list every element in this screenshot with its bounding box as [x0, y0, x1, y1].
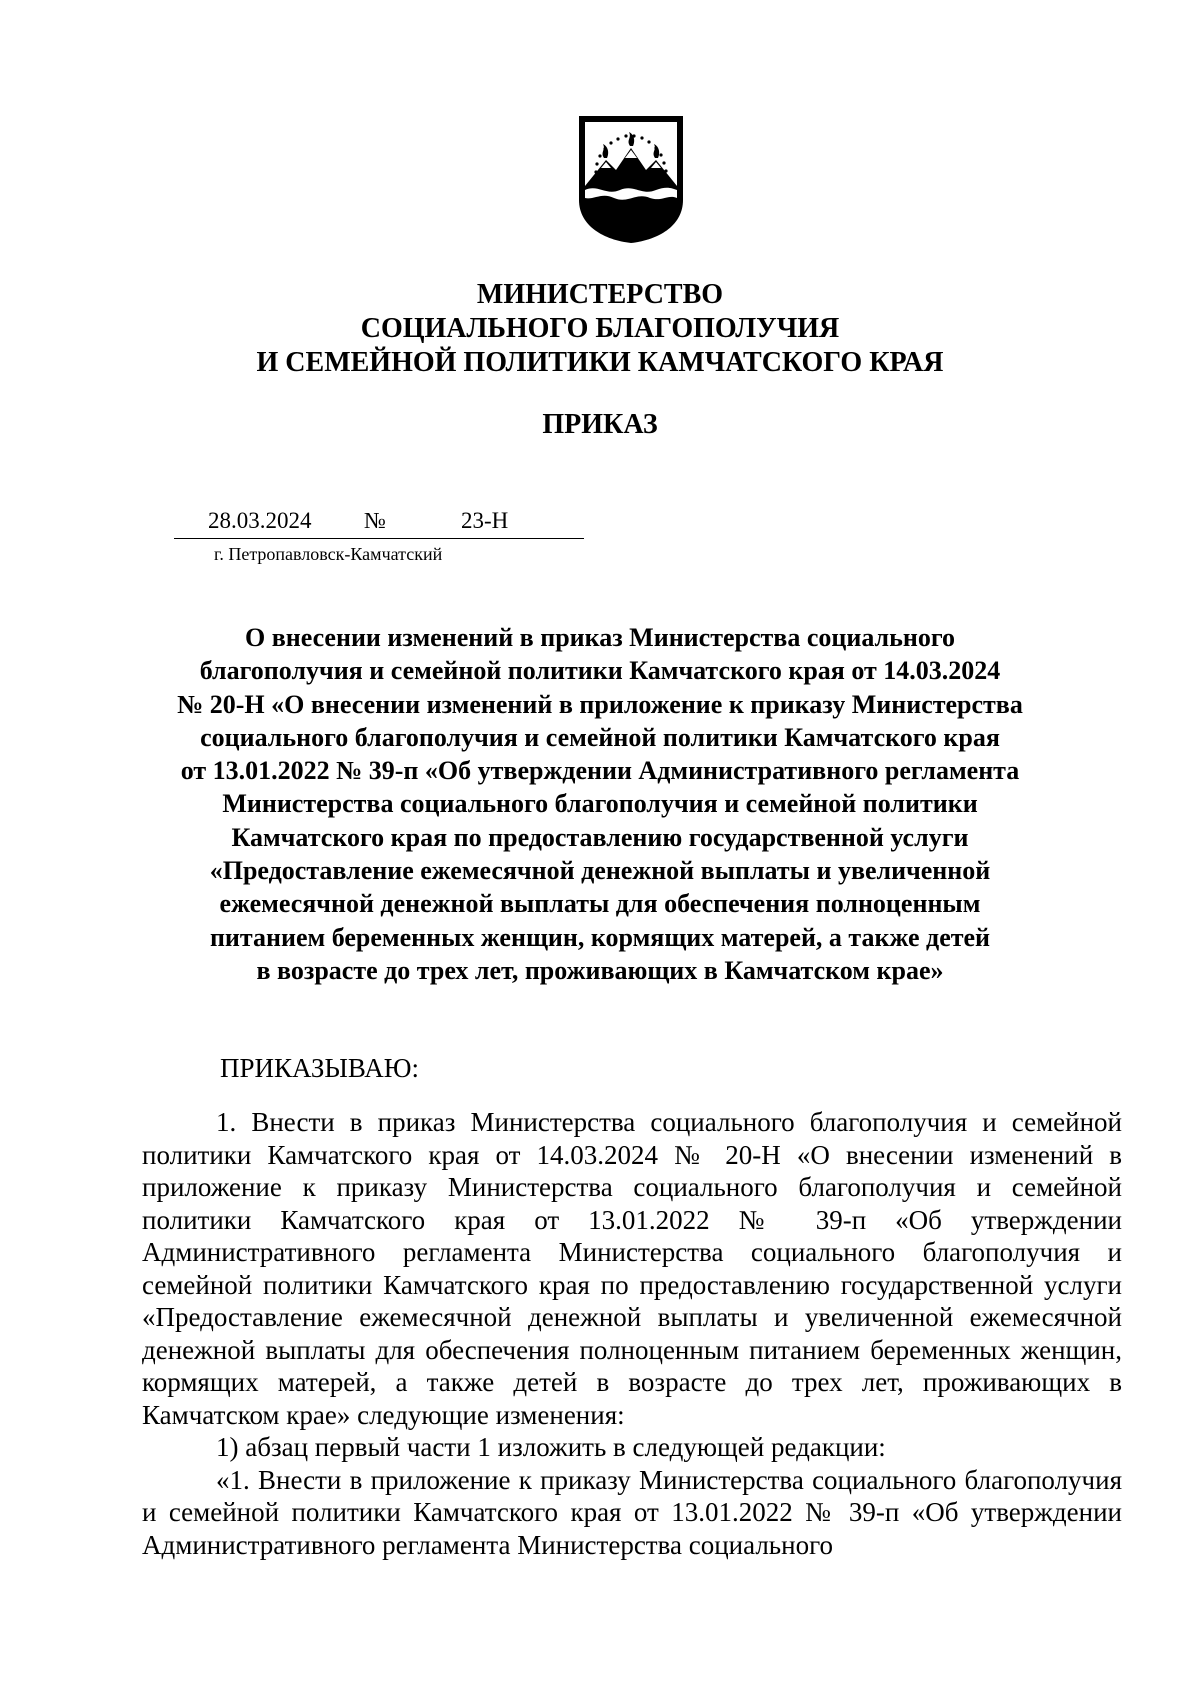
- ministry-line-2: СОЦИАЛЬНОГО БЛАГОПОЛУЧИЯ: [360, 313, 840, 344]
- subject-line: ежемесячной денежной выплаты для обеспечения полноценным: [219, 889, 981, 919]
- number-sign: №: [364, 508, 386, 533]
- subject-line: в возрасте до трех лет, проживающих в Камчатском крае»: [256, 955, 944, 985]
- subject-line: «Предоставление ежемесячной денежной выплаты и увеличенной: [209, 856, 991, 886]
- kamchatka-coat-of-arms-icon: [576, 114, 686, 244]
- body-paragraph: 1. Внести в приказ Министерства социального благополучия и семейной политики Камчатского края от 14.03.2024 № 20-Н «О внесении изменений в приложение к приказу Министерства социального благополучия и семейной политики Камчатского края от 13.01.2022 № 39-п «Об утверждении Административного регламента Министерства социального благополучия и семейной политики Камчатского края по предоставлению государственной услуги «Предоставление ежемесячной денежной выплаты и увеличенной ежемесячной денежной выплаты для обеспечения полноценным питанием беременных женщин, кормящих матерей, а также детей в возрасте до трех лет, проживающих в Камчатском крае» следующие изменения:: [142, 1107, 1122, 1430]
- order-number: 23-Н: [461, 508, 509, 533]
- body-paragraph: «1. Внести в приложение к приказу Министерства социального благополучия и семейной политики Камчатского края от 13.01.2022 № 39-п «Об утверждении Административного регламента Министерства социального: [142, 1464, 1122, 1560]
- order-date: 28.03.2024: [208, 508, 312, 533]
- subject-line: Камчатского края по предоставлению государственной услуги: [231, 822, 969, 852]
- decree-word: ПРИКАЗЫВАЮ:: [220, 1053, 419, 1083]
- underline-divider: [174, 538, 584, 539]
- order-subject: [140, 621, 1060, 987]
- order-date-number: [174, 508, 584, 538]
- subject-line: Министерства социального благополучия и семейной политики: [222, 789, 978, 819]
- order-body: [142, 1106, 1122, 1561]
- subject-line: О внесении изменений в приказ Министерства социального: [244, 623, 956, 652]
- document-type: ПРИКАЗ: [542, 409, 658, 440]
- ministry-name: [100, 278, 1100, 380]
- subject-line: № 20-Н «О внесении изменений в приложение к приказу Министерства: [177, 689, 1023, 719]
- ministry-line-1: МИНИСТЕРСТВО: [476, 279, 724, 310]
- subject-line: социального благополучия и семейной политики Камчатского края: [200, 722, 1000, 752]
- body-paragraph: 1) абзац первый части 1 изложить в следующей редакции:: [216, 1432, 886, 1462]
- ministry-line-3: И СЕМЕЙНОЙ ПОЛИТИКИ КАМЧАТСКОГО КРАЯ: [256, 347, 944, 378]
- subject-line: благополучия и семейной политики Камчатского края от 14.03.2024: [199, 656, 1001, 686]
- subject-line: от 13.01.2022 № 39-п «Об утверждении Административного регламента: [180, 756, 1020, 786]
- subject-line: питанием беременных женщин, кормящих матерей, а также детей: [209, 922, 991, 952]
- city-of-issue: г. Петропавловск-Камчатский: [214, 544, 443, 564]
